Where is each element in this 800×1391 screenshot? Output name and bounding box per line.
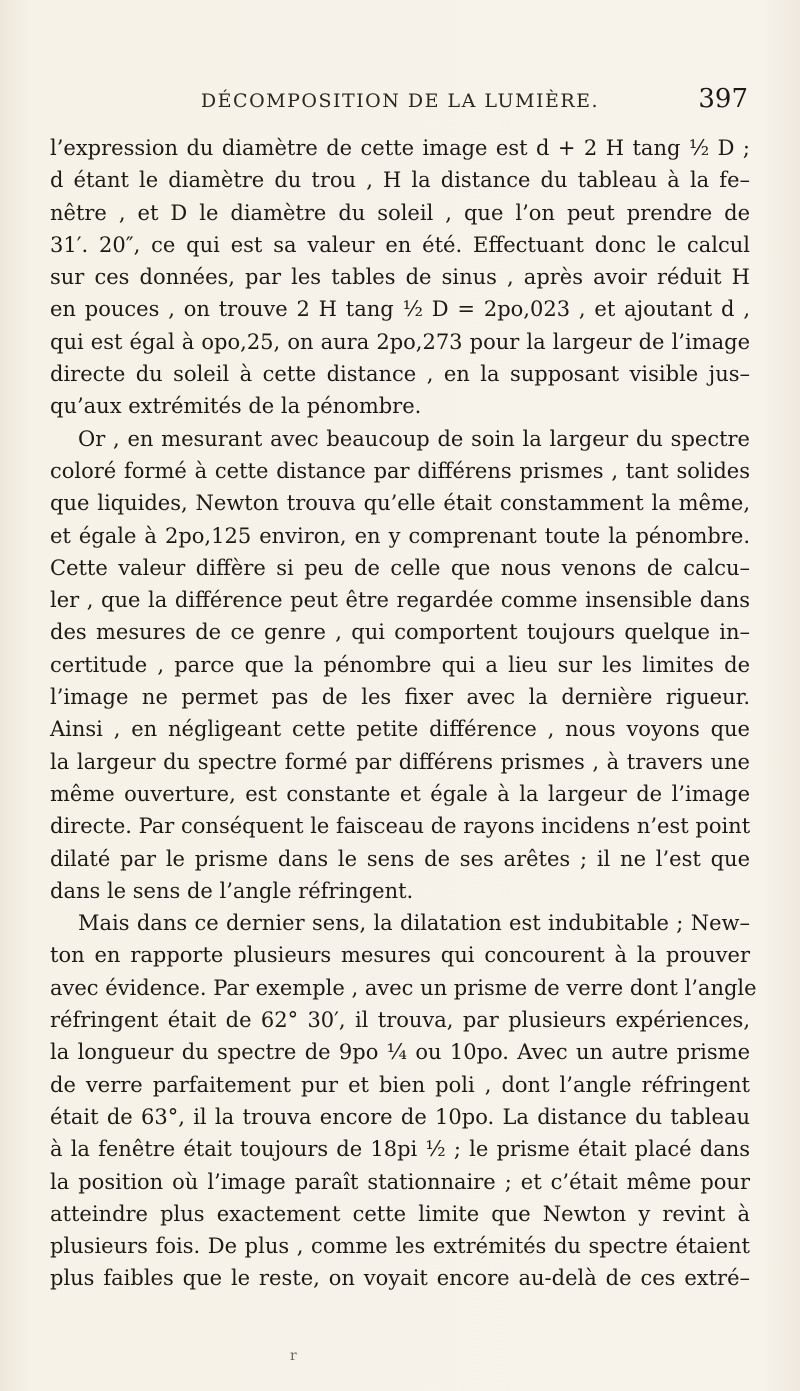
text-line: des mesures de ce genre , qui comportent toujours quelque in– xyxy=(50,620,750,645)
text-line: en pouces , on trouve 2 H tang ½ D = 2po,023 , et ajoutant d , xyxy=(50,297,750,322)
text-line: l’expression du diamètre de cette image est d + 2 H tang ½ D ; xyxy=(50,136,750,160)
page-header xyxy=(50,82,750,118)
text-line: avec évidence. Par exemple , avec un prisme de verre dont l’angle xyxy=(50,975,757,1000)
text-line: que liquides, Newton trouva qu’elle était constamment la même, xyxy=(50,491,750,516)
text-line: certitude , parce que la pénombre qui a lieu sur les limites de xyxy=(50,652,750,677)
body-text xyxy=(50,132,757,1295)
text-line: et égale à 2po,125 environ, en y comprenant toute la pénombre. xyxy=(50,523,750,548)
text-line: qu’aux extrémités de la pénombre. xyxy=(50,394,422,419)
text-line: coloré formé à cette distance par différens prismes , tant solides xyxy=(50,458,750,483)
text-line: d étant le diamètre du trou , H la distance du tableau à la fe– xyxy=(50,168,750,193)
text-line: Mais dans ce dernier sens, la dilatation est indubitable ; New– xyxy=(78,911,750,936)
text-line: la longueur du spectre de 9po ¼ ou 10po. Avec un autre prisme xyxy=(50,1040,750,1065)
footer-mark: r xyxy=(290,1348,297,1364)
text-line: plusieurs fois. De plus , comme les extrémités du spectre étaient xyxy=(50,1234,750,1259)
text-line: nêtre , et D le diamètre du soleil , que l’on peut prendre de xyxy=(50,200,750,225)
running-head: DÉCOMPOSITION DE LA LUMIÈRE. xyxy=(200,90,600,112)
text-line: ton en rapporte plusieurs mesures qui concourent à la prouver xyxy=(50,943,750,968)
text-line: à la fenêtre était toujours de 18pi ½ ; le prisme était placé dans xyxy=(50,1137,750,1162)
text-line: directe. Par conséquent le faisceau de rayons incidens n’est point xyxy=(50,814,751,839)
text-line: Ainsi , en négligeant cette petite différence , nous voyons que xyxy=(50,717,750,742)
text-line: même ouverture, est constante et égale à la largeur de l’image xyxy=(50,781,750,806)
text-line: l’image ne permet pas de les fixer avec la dernière rigueur. xyxy=(50,685,750,710)
text-line: dans le sens de l’angle réfringent. xyxy=(50,878,414,903)
text-line: de verre parfaitement pur et bien poli , dont l’angle réfringent xyxy=(50,1072,750,1097)
text-line: 31′. 20″, ce qui est sa valeur en été. Effectuant donc le calcul xyxy=(50,232,750,257)
text-line: qui est égal à opo,25, on aura 2po,273 pour la largeur de l’image xyxy=(50,329,750,354)
text-line: dilaté par le prisme dans le sens de ses arêtes ; il ne l’est que xyxy=(50,846,750,871)
text-line: atteindre plus exactement cette limite que Newton y revint à xyxy=(50,1201,750,1226)
text-line: directe du soleil à cette distance , en la supposant visible jus– xyxy=(50,362,750,387)
page-number: 397 xyxy=(698,84,748,114)
text-line: la position où l’image paraît stationnaire ; et c’était même pour xyxy=(50,1169,750,1194)
text-line: plus faibles que le reste, on voyait encore au-delà de ces extré– xyxy=(50,1266,750,1291)
text-line: Or , en mesurant avec beaucoup de soin la largeur du spectre xyxy=(78,426,750,451)
text-line: était de 63°, il la trouva encore de 10po. La distance du tableau xyxy=(50,1104,750,1129)
text-line: sur ces données, par les tables de sinus , après avoir réduit H xyxy=(50,265,750,290)
text-line: réfringent était de 62° 30′, il trouva, par plusieurs expériences, xyxy=(50,1008,750,1033)
text-line: Cette valeur diffère si peu de celle que nous venons de calcu– xyxy=(50,555,750,580)
text-line: la largeur du spectre formé par différens prismes , à travers une xyxy=(50,749,750,774)
text-line: ler , que la différence peut être regardée comme insensible dans xyxy=(50,588,750,613)
